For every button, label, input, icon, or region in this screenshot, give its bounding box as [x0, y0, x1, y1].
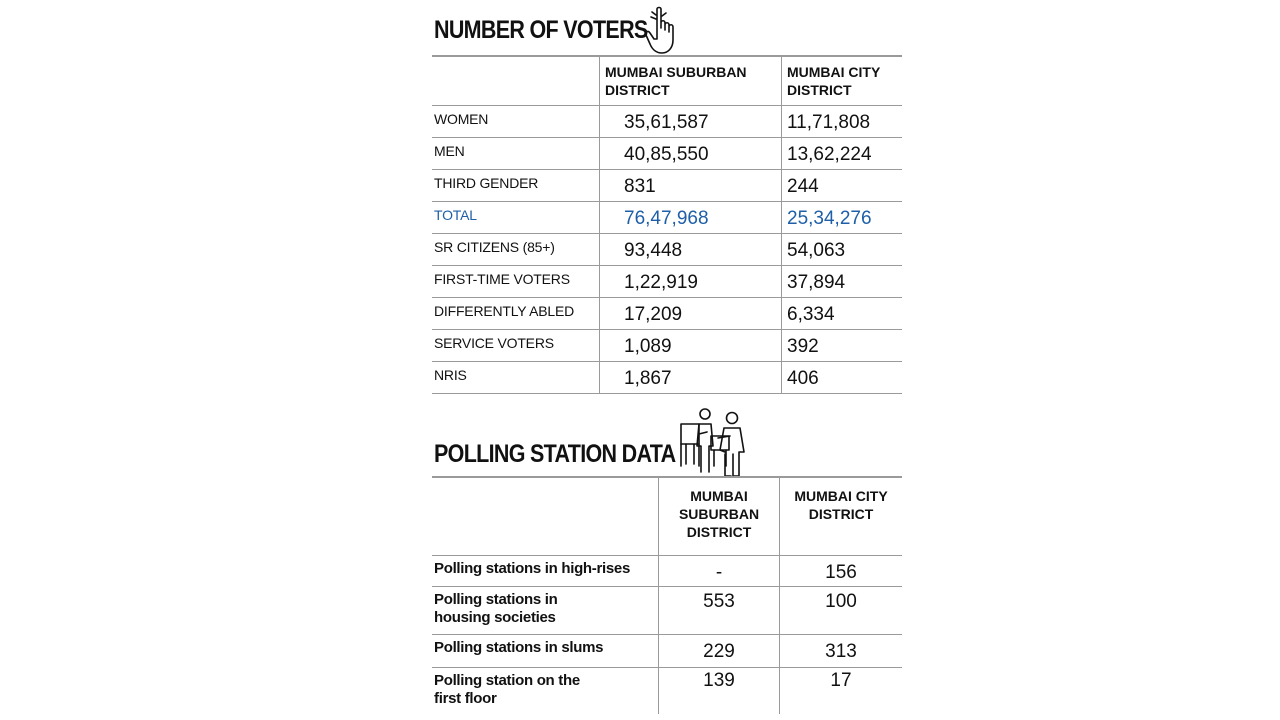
row-label: SR CITIZENS (85+)	[432, 234, 600, 266]
voters-at-booth-icon	[678, 406, 748, 478]
city-value: 6,334	[782, 298, 903, 330]
row-label: Polling station on the first floor	[432, 668, 659, 715]
table-row	[432, 266, 902, 298]
table-row	[432, 587, 902, 635]
voters-header-city: MUMBAI CITY DISTRICT	[782, 56, 903, 106]
row-label: MEN	[432, 138, 600, 170]
row-label: FIRST-TIME VOTERS	[432, 266, 600, 298]
suburban-value: 93,448	[600, 234, 782, 266]
polling-header-suburban: MUMBAI SUBURBAN DISTRICT	[659, 477, 780, 556]
suburban-value: 139	[659, 668, 780, 715]
suburban-value: 1,867	[600, 362, 782, 394]
voters-table	[432, 55, 902, 394]
table-row	[432, 556, 902, 587]
row-label: SERVICE VOTERS	[432, 330, 600, 362]
row-label: TOTAL	[432, 202, 600, 234]
table-row	[432, 330, 902, 362]
table-row	[432, 106, 902, 138]
voters-title: NUMBER OF VOTERS	[434, 16, 648, 44]
suburban-value: 17,209	[600, 298, 782, 330]
polling-header-city: MUMBAI CITY DISTRICT	[780, 477, 903, 556]
voters-header-blank	[432, 56, 600, 106]
polling-table	[432, 476, 902, 714]
polling-title: POLLING STATION DATA	[434, 440, 676, 468]
suburban-value: 40,85,550	[600, 138, 782, 170]
table-row	[432, 362, 902, 394]
row-label: THIRD GENDER	[432, 170, 600, 202]
table-row	[432, 668, 902, 715]
city-value: 156	[780, 556, 903, 587]
table-row	[432, 298, 902, 330]
suburban-value: 35,61,587	[600, 106, 782, 138]
city-value: 17	[780, 668, 903, 715]
suburban-value: 76,47,968	[600, 202, 782, 234]
table-row	[432, 635, 902, 668]
city-value: 244	[782, 170, 903, 202]
suburban-value: -	[659, 556, 780, 587]
city-value: 37,894	[782, 266, 903, 298]
polling-header-row	[432, 477, 902, 556]
table-row	[432, 234, 902, 266]
row-label: DIFFERENTLY ABLED	[432, 298, 600, 330]
city-value: 54,063	[782, 234, 903, 266]
row-label: NRIS	[432, 362, 600, 394]
row-label: Polling stations in high-rises	[432, 556, 659, 587]
city-value: 100	[780, 587, 903, 635]
row-label: Polling stations in slums	[432, 635, 659, 668]
pointing-hand-icon	[644, 6, 680, 56]
suburban-value: 831	[600, 170, 782, 202]
suburban-value: 229	[659, 635, 780, 668]
city-value: 11,71,808	[782, 106, 903, 138]
suburban-value: 1,089	[600, 330, 782, 362]
row-label: Polling stations in housing societies	[432, 587, 659, 635]
suburban-value: 553	[659, 587, 780, 635]
voters-header-suburban: MUMBAI SUBURBAN DISTRICT	[600, 56, 782, 106]
city-value: 13,62,224	[782, 138, 903, 170]
city-value: 392	[782, 330, 903, 362]
city-value: 25,34,276	[782, 202, 903, 234]
polling-header-blank	[432, 477, 659, 556]
voters-header-row	[432, 56, 902, 106]
total-row	[432, 202, 902, 234]
table-row	[432, 170, 902, 202]
city-value: 406	[782, 362, 903, 394]
table-row	[432, 138, 902, 170]
city-value: 313	[780, 635, 903, 668]
infographic-panel	[432, 0, 902, 720]
suburban-value: 1,22,919	[600, 266, 782, 298]
row-label: WOMEN	[432, 106, 600, 138]
